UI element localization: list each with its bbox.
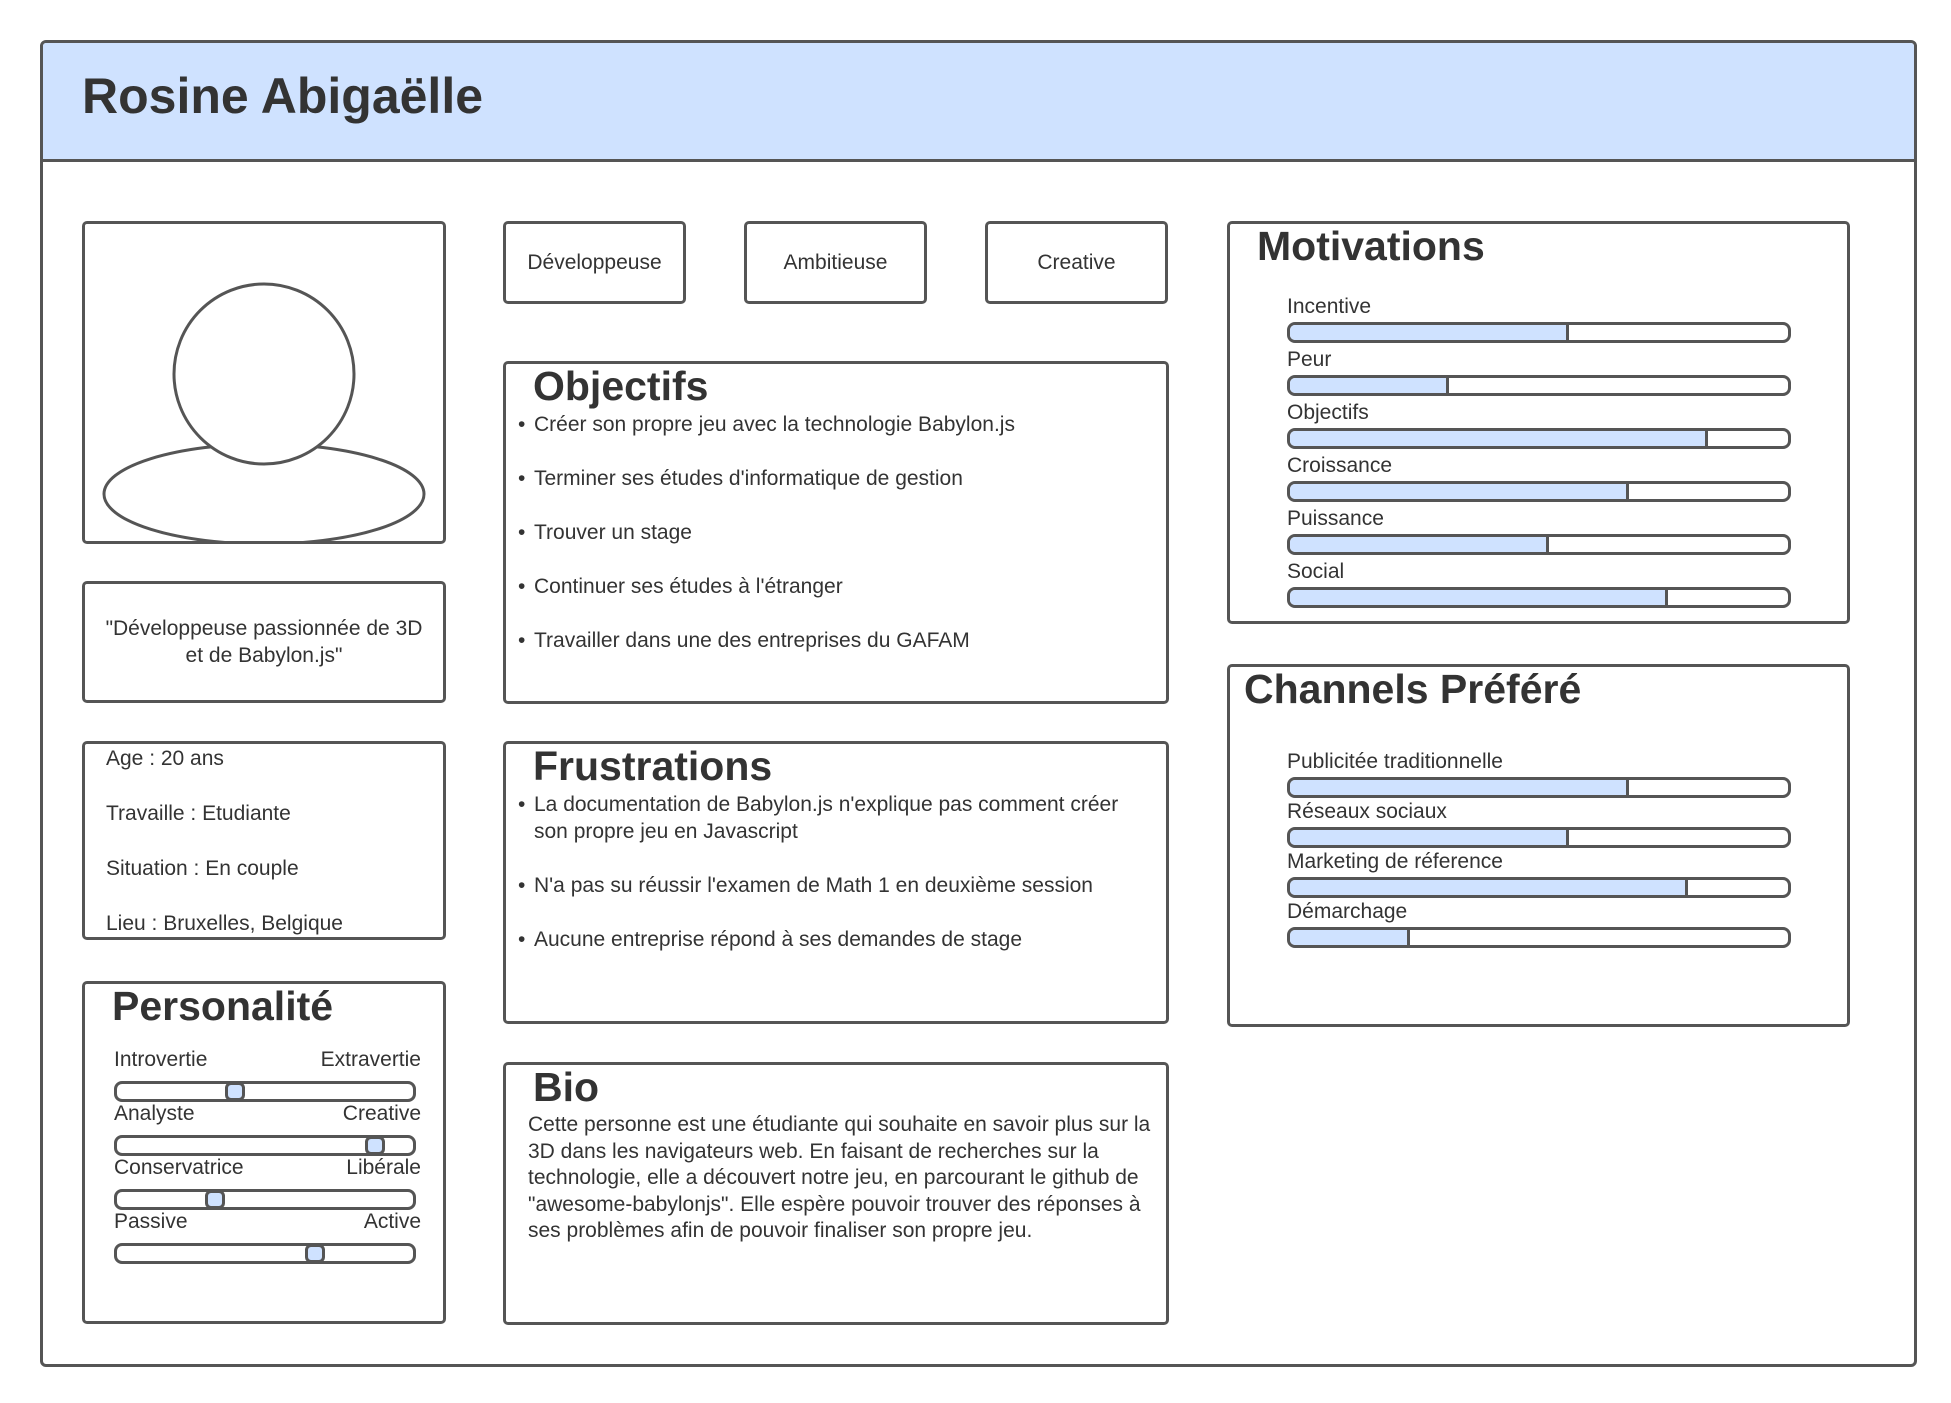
bar-label: Objectifs (1287, 401, 1369, 424)
slider-label-right: Active (363, 1210, 421, 1233)
slider-label-right: Extravertie (320, 1048, 421, 1071)
avatar-box (82, 221, 446, 544)
tag-label: Ambitieuse (783, 250, 888, 274)
objective-item: • Terminer ses études d'informatique de gestion (518, 465, 1156, 492)
slider-label-left: Introvertie (114, 1048, 208, 1071)
info-situation: Situation : En couple (106, 857, 299, 880)
persona-name: Rosine Abigaëlle (82, 68, 484, 124)
bar-track (1287, 877, 1791, 898)
objectives-title: Objectifs (533, 363, 709, 409)
personality-title: Personalité (112, 983, 334, 1029)
slider-track[interactable] (114, 1081, 416, 1102)
slider-handle[interactable] (365, 1136, 385, 1155)
bar-label: Social (1287, 560, 1345, 583)
bar-fill (1290, 378, 1449, 393)
bar-track (1287, 777, 1791, 798)
bar-fill (1290, 484, 1629, 499)
objective-item: • Créer son propre jeu avec la technologie Babylon.js (518, 411, 1156, 438)
bar-label: Peur (1287, 348, 1332, 371)
bar-track (1287, 534, 1791, 555)
persona-card (40, 40, 1917, 1367)
slider-handle[interactable] (305, 1244, 325, 1263)
quote-text: "Développeuse passionnée de 3D et de Babylon.js" (105, 617, 423, 667)
frustrations-box (503, 741, 1169, 1024)
objectives-box (503, 361, 1169, 704)
info-list (106, 744, 343, 964)
bar-track (1287, 428, 1791, 449)
motivations-title: Motivations (1257, 223, 1485, 269)
objective-item: • Travailler dans une des entreprises du GAFAM (518, 627, 1156, 654)
bar-fill (1290, 325, 1569, 340)
bar-label: Marketing de réference (1287, 850, 1503, 873)
bar-track (1287, 927, 1791, 948)
tag-ambitieuse (744, 221, 927, 304)
personality-box (82, 981, 446, 1324)
bar-fill (1290, 431, 1708, 446)
slider-track[interactable] (114, 1243, 416, 1264)
info-box (82, 741, 446, 940)
bar-track (1287, 481, 1791, 502)
channels-title: Channels Préféré (1244, 666, 1582, 712)
bar-track (1287, 322, 1791, 343)
bar-fill (1290, 930, 1410, 945)
bio-text: Cette personne est une étudiante qui souhaite en savoir plus sur la 3D dans les navigateurs web. En faisant de recherches sur la technologie, elle a découvert notre jeu, en parcourant le github de "awesome-babylonjs". Elle espère pouvoir trouver des réponses à ses problèmes afin de pouvoir finaliser son propre jeu. (528, 1113, 1151, 1242)
bar-fill (1290, 537, 1549, 552)
info-age: Age : 20 ans (106, 747, 224, 770)
bar-label: Puissance (1287, 507, 1384, 530)
frustration-item: • Aucune entreprise répond à ses demandes de stage (518, 926, 1156, 953)
bar-fill (1290, 880, 1688, 895)
slider-label-right: Libérale (346, 1156, 421, 1179)
slider-label-left: Passive (114, 1210, 188, 1233)
bar-fill (1290, 830, 1569, 845)
bar-track (1287, 827, 1791, 848)
slider-track[interactable] (114, 1135, 416, 1156)
slider-handle[interactable] (225, 1082, 245, 1101)
avatar-icon (85, 224, 443, 541)
info-location: Lieu : Bruxelles, Belgique (106, 912, 343, 935)
frustrations-title: Frustrations (533, 743, 773, 789)
slider-label-left: Conservatrice (114, 1156, 244, 1179)
info-work: Travaille : Etudiante (106, 802, 291, 825)
frustration-item: • N'a pas su réussir l'examen de Math 1 en deuxième session (518, 872, 1156, 899)
bio-title: Bio (533, 1064, 600, 1110)
objectives-list (518, 411, 1156, 681)
bio-box (503, 1062, 1169, 1325)
bar-track (1287, 375, 1791, 396)
tag-developpeuse (503, 221, 686, 304)
tag-label: Développeuse (527, 250, 662, 274)
bar-label: Incentive (1287, 295, 1372, 318)
objective-item: • Trouver un stage (518, 519, 1156, 546)
bar-label: Croissance (1287, 454, 1393, 477)
slider-label-right: Creative (342, 1102, 421, 1125)
slider-handle[interactable] (205, 1190, 225, 1209)
bar-fill (1290, 590, 1668, 605)
slider-label-left: Analyste (114, 1102, 195, 1125)
motivations-box (1227, 221, 1850, 624)
tag-label: Creative (1037, 250, 1116, 274)
quote-box (82, 581, 446, 703)
frustration-item: • La documentation de Babylon.js n'explique pas comment créer son propre jeu en Javascript (518, 791, 1156, 845)
bar-fill (1290, 780, 1629, 795)
bar-label: Démarchage (1287, 900, 1408, 923)
objective-item: • Continuer ses études à l'étranger (518, 573, 1156, 600)
bar-label: Réseaux sociaux (1287, 800, 1447, 823)
frustrations-list (518, 791, 1156, 980)
bar-track (1287, 587, 1791, 608)
header (43, 43, 1914, 162)
channels-box (1227, 664, 1850, 1027)
tag-creative (985, 221, 1168, 304)
bar-label: Publicitée traditionnelle (1287, 750, 1503, 773)
slider-track[interactable] (114, 1189, 416, 1210)
